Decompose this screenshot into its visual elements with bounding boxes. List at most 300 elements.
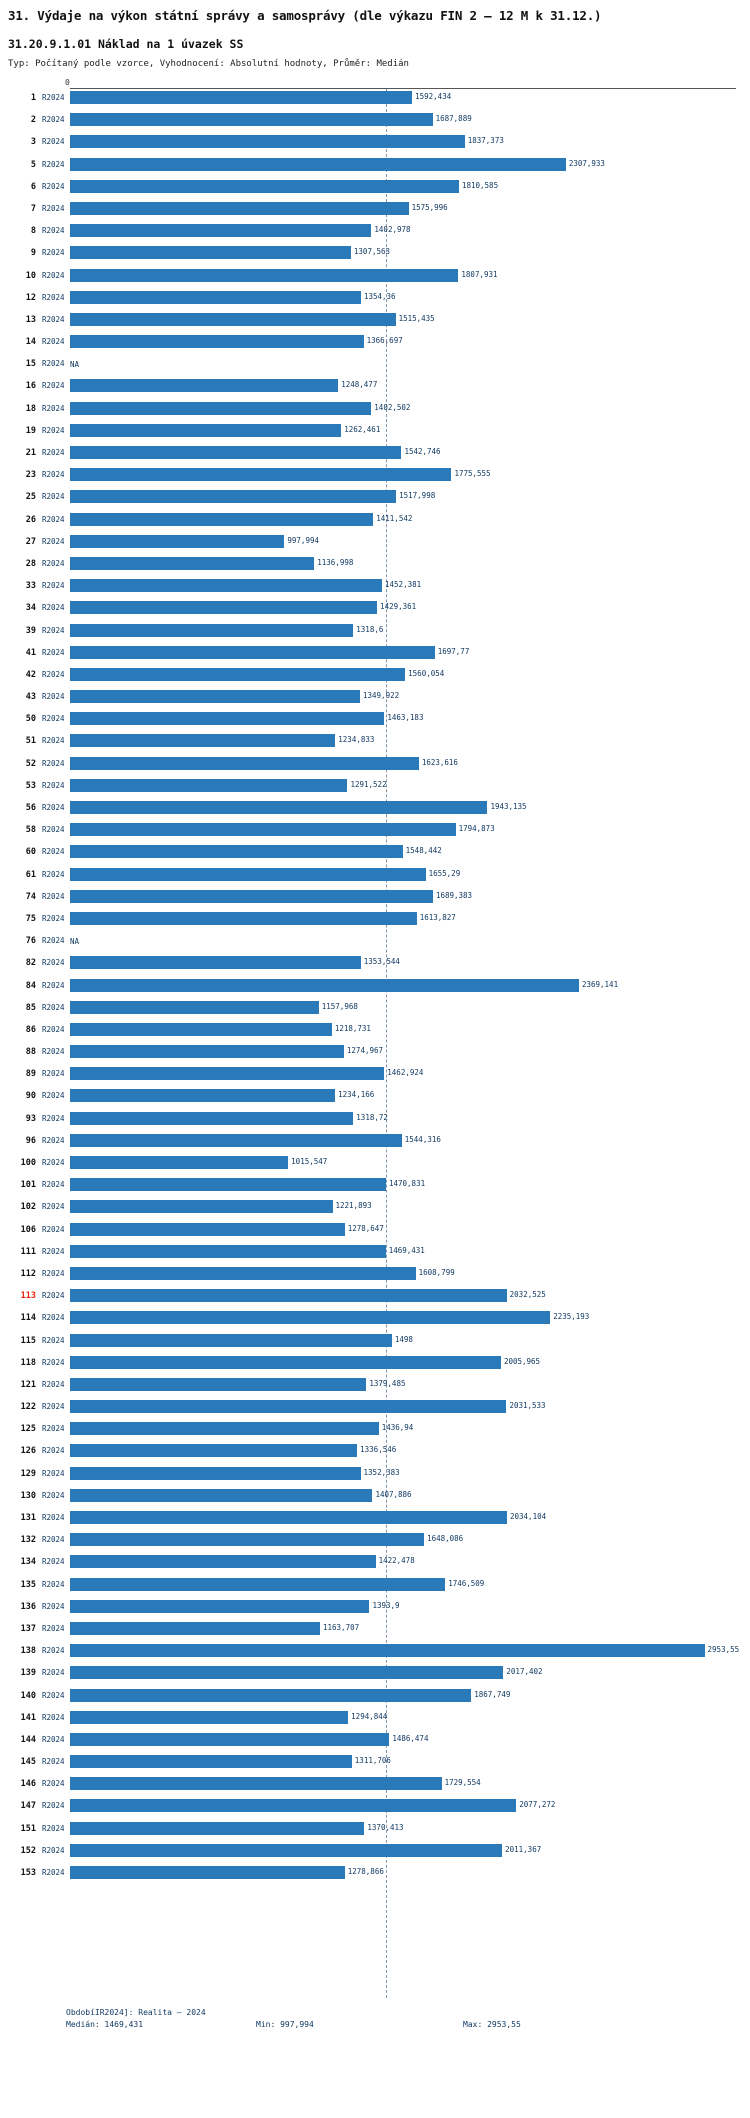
bar[interactable] xyxy=(70,956,361,969)
bar-value-label: 1291,522 xyxy=(350,779,387,789)
row-period-label: R2024 xyxy=(42,448,65,457)
bar[interactable] xyxy=(70,1311,550,1324)
chart-row xyxy=(8,1198,742,1220)
bar-value-label: 1515,435 xyxy=(398,313,435,323)
bar-value-label: 1278,647 xyxy=(347,1223,384,1233)
bar[interactable] xyxy=(70,690,360,703)
bar[interactable] xyxy=(70,1223,345,1236)
row-period-label: R2024 xyxy=(42,1513,65,1522)
bar[interactable] xyxy=(70,1267,416,1280)
chart-row xyxy=(8,1110,742,1132)
chart-row xyxy=(8,1154,742,1176)
bar-value-label: 1311,706 xyxy=(354,1756,391,1766)
page-title: 31. Výdaje na výkon státní správy a samosprávy (dle výkazu FIN 2 – 12 M k 31.12.) xyxy=(8,8,602,23)
row-period-label: R2024 xyxy=(42,93,65,102)
row-id-label: 115 xyxy=(20,1335,36,1346)
row-period-label: R2024 xyxy=(42,1246,65,1256)
bar[interactable] xyxy=(70,1733,389,1746)
row-period-label: R2024 xyxy=(42,403,65,413)
chart-row xyxy=(8,1087,742,1109)
bar-value-label: 1370,413 xyxy=(367,1822,404,1832)
bar[interactable] xyxy=(70,446,401,459)
bar-cell xyxy=(70,579,738,594)
bar[interactable] xyxy=(70,757,419,770)
chart-row xyxy=(8,377,742,399)
bar-value-label: 2031,533 xyxy=(509,1401,546,1411)
bar-cell xyxy=(70,1223,738,1238)
bar-cell xyxy=(70,202,738,217)
row-id-label: 113 xyxy=(20,1291,36,1302)
row-id-label: 33 xyxy=(25,581,36,592)
chart-row xyxy=(8,1509,742,1531)
row-period-label: R2024 xyxy=(42,847,65,857)
row-id-label: 12 xyxy=(25,292,36,303)
bar[interactable] xyxy=(70,1777,442,1790)
chart-row xyxy=(8,954,742,976)
bar[interactable] xyxy=(70,1156,288,1169)
row-id-label: 153 xyxy=(20,1868,36,1878)
chart-row xyxy=(8,799,742,821)
bar[interactable] xyxy=(70,291,361,304)
row-id-label: 26 xyxy=(25,514,36,525)
bar[interactable] xyxy=(70,557,314,570)
row-period-label: R2024 xyxy=(42,1734,65,1744)
bar-cell xyxy=(70,446,738,461)
bar[interactable] xyxy=(70,224,371,237)
row-id-label: 13 xyxy=(25,314,36,325)
bar[interactable] xyxy=(70,1378,366,1391)
bar-cell xyxy=(70,468,738,483)
bar-cell xyxy=(70,1844,738,1859)
bar[interactable] xyxy=(70,979,579,992)
bar-cell xyxy=(70,424,738,439)
bar[interactable] xyxy=(70,1334,392,1347)
row-period-label: R2024 xyxy=(42,1535,65,1545)
bar[interactable] xyxy=(70,1555,376,1568)
bar[interactable] xyxy=(70,1689,471,1702)
row-id-label: 19 xyxy=(25,425,36,436)
row-period-label: R2024 xyxy=(42,1579,65,1589)
bar-value-label: 1729,554 xyxy=(444,1778,481,1788)
row-period-label: R2024 xyxy=(42,1135,65,1145)
bar-cell xyxy=(70,1400,738,1415)
bar[interactable] xyxy=(70,579,382,592)
row-id-label: 151 xyxy=(20,1823,36,1834)
chart-row xyxy=(8,577,742,599)
bar-cell xyxy=(70,1511,738,1526)
bar[interactable] xyxy=(70,335,364,348)
bar[interactable] xyxy=(70,1178,386,1191)
row-id-label: 144 xyxy=(20,1734,36,1745)
bar[interactable] xyxy=(70,1023,332,1036)
bar-value-label: 1592,434 xyxy=(415,92,452,101)
axis-zero-label: 0 xyxy=(65,78,70,87)
bar-cell xyxy=(70,1489,738,1504)
bar[interactable] xyxy=(70,1822,364,1835)
bar-cell xyxy=(70,1689,738,1704)
bar-value-label: 1407,886 xyxy=(375,1489,412,1499)
row-id-label: 137 xyxy=(20,1623,36,1634)
bar-cell xyxy=(70,668,738,683)
row-period-label: R2024 xyxy=(42,248,65,258)
bar-value-label: 1575,996 xyxy=(411,202,448,212)
chart-row xyxy=(8,444,742,466)
bar-value-label: 1452,381 xyxy=(385,580,422,590)
bar-value-label: 1234,166 xyxy=(338,1090,375,1100)
row-period-label: R2024 xyxy=(42,558,65,568)
chart-row xyxy=(8,1176,742,1198)
bar-cell xyxy=(70,1777,738,1792)
bar-value-label: 1352,383 xyxy=(363,1467,400,1477)
bar-value-label: 1318,72 xyxy=(356,1112,388,1122)
bar[interactable] xyxy=(70,1045,344,1058)
bar-cell xyxy=(70,158,738,173)
bar-rows xyxy=(8,89,742,1886)
bar[interactable] xyxy=(70,845,403,858)
bar[interactable] xyxy=(70,113,433,126)
row-period-label: R2024 xyxy=(42,1268,65,1278)
row-period-label: R2024 xyxy=(42,1690,65,1700)
bar[interactable] xyxy=(70,1644,705,1657)
bar-cell xyxy=(70,757,738,772)
row-period-label: R2024 xyxy=(42,1424,65,1434)
bar-cell xyxy=(70,1755,738,1770)
bar-cell xyxy=(70,823,738,838)
row-id-label: 7 xyxy=(30,203,36,214)
row-id-label: 2 xyxy=(30,115,36,126)
row-period-label: R2024 xyxy=(42,1646,65,1656)
chart-row xyxy=(8,732,742,754)
bar-value-label: 1336,546 xyxy=(360,1445,397,1455)
row-id-label: 76 xyxy=(25,936,36,947)
bar-value-label: 1542,746 xyxy=(404,447,441,456)
bar-cell xyxy=(70,601,738,616)
bar[interactable] xyxy=(70,624,353,637)
bar-cell xyxy=(70,1533,738,1548)
row-id-label: 88 xyxy=(25,1047,36,1058)
bar-value-label: 1655,29 xyxy=(428,868,461,878)
bar-cell xyxy=(70,291,738,306)
bar[interactable] xyxy=(70,202,409,215)
row-period-label: R2024 xyxy=(42,470,65,480)
row-period-label: R2024 xyxy=(42,958,65,968)
row-id-label: 141 xyxy=(20,1712,36,1723)
row-id-label: 118 xyxy=(20,1357,36,1368)
bar-value-label: 1943,135 xyxy=(490,802,527,811)
bar-cell xyxy=(70,557,738,572)
row-id-label: 90 xyxy=(25,1091,36,1102)
row-period-label: R2024 xyxy=(42,425,65,435)
bar[interactable] xyxy=(70,1089,335,1102)
bar-value-label: 2032,525 xyxy=(509,1290,546,1300)
bar[interactable] xyxy=(70,1245,386,1258)
bar-cell xyxy=(70,1733,738,1748)
row-id-label: 27 xyxy=(25,536,36,547)
bar-cell xyxy=(70,1112,738,1127)
chart-row xyxy=(8,1487,742,1509)
bar-cell xyxy=(70,1422,738,1437)
bar-cell xyxy=(70,779,738,794)
bar-value-label: 1393,9 xyxy=(372,1600,400,1610)
bar-cell xyxy=(70,135,738,150)
bar-cell xyxy=(70,490,738,505)
row-id-label: 101 xyxy=(20,1180,36,1191)
bar[interactable] xyxy=(70,1422,379,1435)
chart-row xyxy=(8,1243,742,1265)
bar-cell xyxy=(70,646,738,661)
bar[interactable] xyxy=(70,890,433,903)
bar-value-label: 1648,086 xyxy=(427,1534,464,1544)
bar-value-label: 1470,831 xyxy=(388,1179,426,1189)
bar-value-label: 997,994 xyxy=(287,535,320,545)
chart-row xyxy=(8,1398,742,1420)
bar[interactable] xyxy=(70,601,377,614)
bar-value-label: 1623,616 xyxy=(421,757,458,767)
bar[interactable] xyxy=(70,1578,445,1591)
chart-row xyxy=(8,1576,742,1598)
bar[interactable] xyxy=(70,1755,352,1768)
bar[interactable] xyxy=(70,779,347,792)
chart-row xyxy=(8,910,742,932)
chart-row xyxy=(8,999,742,1021)
bar[interactable] xyxy=(70,91,412,104)
bar-cell xyxy=(70,1644,738,1659)
bar[interactable] xyxy=(70,1067,384,1080)
bar[interactable] xyxy=(70,668,405,681)
chart-row xyxy=(8,89,742,111)
bar[interactable] xyxy=(70,1666,503,1679)
row-period-label: R2024 xyxy=(42,1091,65,1101)
bar[interactable] xyxy=(70,535,284,548)
bar[interactable] xyxy=(70,313,396,326)
bar-cell xyxy=(70,1023,738,1038)
bar-cell xyxy=(70,979,738,994)
row-id-label: 138 xyxy=(20,1646,36,1657)
chart-row xyxy=(8,1442,742,1464)
chart-row xyxy=(8,666,742,688)
chart-footer xyxy=(8,2008,742,2048)
bar[interactable] xyxy=(70,1489,372,1502)
bar-cell xyxy=(70,1067,738,1082)
bar-cell xyxy=(70,1178,738,1193)
max-stat: Max: 2953,55 xyxy=(463,2020,521,2029)
row-period-label: R2024 xyxy=(42,381,65,391)
chart-row xyxy=(8,133,742,155)
bar-cell xyxy=(70,224,738,239)
chart-row xyxy=(8,1465,742,1487)
row-id-label: 50 xyxy=(25,714,36,725)
bar-value-label: 1463,183 xyxy=(387,713,424,723)
bar-value-label: 1517,998 xyxy=(399,491,436,501)
bar[interactable] xyxy=(70,1289,507,1302)
row-period-label: R2024 xyxy=(42,736,65,746)
bar[interactable] xyxy=(70,1844,502,1857)
bar-value-label: 1608,799 xyxy=(418,1267,455,1277)
bar-cell xyxy=(70,734,738,749)
row-period-label: R2024 xyxy=(42,1779,65,1789)
bar-value-label: 1248,477 xyxy=(341,380,378,390)
bar-value-label: 1136,998 xyxy=(317,557,354,567)
bar-cell xyxy=(70,1711,738,1726)
chart-row xyxy=(8,511,742,533)
row-period-label: R2024 xyxy=(42,1024,65,1034)
bar[interactable] xyxy=(70,1711,348,1724)
bar-value-label: 1218,731 xyxy=(334,1023,371,1033)
row-period-label: R2024 xyxy=(42,1002,65,1012)
bar[interactable] xyxy=(70,801,487,814)
bar-cell xyxy=(70,357,738,372)
row-period-label: R2024 xyxy=(42,181,65,191)
chart-row xyxy=(8,821,742,843)
bar-value-label: 1794,873 xyxy=(458,824,495,834)
bar-value-label: 2077,272 xyxy=(519,1800,556,1810)
chart-row xyxy=(8,755,742,777)
row-id-label: 41 xyxy=(25,647,36,658)
bar[interactable] xyxy=(70,1356,501,1369)
bar[interactable] xyxy=(70,1622,320,1635)
bar[interactable] xyxy=(70,158,566,171)
bar[interactable] xyxy=(70,490,396,503)
bar[interactable] xyxy=(70,1511,507,1524)
row-id-label: 114 xyxy=(20,1313,36,1324)
row-id-label: 102 xyxy=(20,1202,36,1213)
row-id-label: 51 xyxy=(25,736,36,747)
chart-row xyxy=(8,267,742,289)
bar[interactable] xyxy=(70,468,451,481)
bar-na-label: NA xyxy=(70,360,80,370)
row-id-label: 129 xyxy=(20,1468,36,1479)
bar[interactable] xyxy=(70,379,338,392)
row-id-label: 10 xyxy=(25,270,36,281)
row-period-label: R2024 xyxy=(42,1069,65,1079)
bar[interactable] xyxy=(70,402,371,415)
chart-row xyxy=(8,710,742,732)
bar-cell xyxy=(70,1822,738,1837)
row-id-label: 147 xyxy=(20,1801,36,1812)
bar-value-label: 1163,707 xyxy=(323,1622,360,1632)
bar-cell xyxy=(70,1245,738,1260)
row-period-label: R2024 xyxy=(42,692,65,702)
row-id-label: 25 xyxy=(25,492,36,503)
min-stat: Min: 997,994 xyxy=(256,2020,314,2029)
row-id-label: 1 xyxy=(30,93,36,103)
row-id-label: 130 xyxy=(20,1490,36,1501)
bar-value-label: 1746,509 xyxy=(448,1578,485,1588)
bar-value-label: 1469,431 xyxy=(388,1245,425,1255)
row-id-label: 152 xyxy=(20,1845,36,1856)
bar-cell xyxy=(70,1866,738,1881)
bar[interactable] xyxy=(70,1467,361,1480)
bar[interactable] xyxy=(70,868,426,881)
bar-cell xyxy=(70,335,738,350)
bar[interactable] xyxy=(70,246,351,259)
row-period-label: R2024 xyxy=(42,1158,65,1167)
chart-row xyxy=(8,1687,742,1709)
chart-row xyxy=(8,1332,742,1354)
bar[interactable] xyxy=(70,1400,506,1413)
bar[interactable] xyxy=(70,513,373,526)
bar[interactable] xyxy=(70,1533,424,1546)
bar[interactable] xyxy=(70,734,335,747)
bar-cell xyxy=(70,801,738,816)
bar-value-label: 1402,502 xyxy=(374,402,411,412)
row-id-label: 131 xyxy=(20,1513,36,1523)
bar-value-label: 2307,933 xyxy=(568,158,605,168)
row-period-label: R2024 xyxy=(42,1202,65,1212)
chart-row xyxy=(8,599,742,621)
bar[interactable] xyxy=(70,135,465,148)
row-period-label: R2024 xyxy=(42,514,65,524)
bar[interactable] xyxy=(70,1444,357,1457)
row-period-label: R2024 xyxy=(42,803,65,812)
bar[interactable] xyxy=(70,1001,319,1014)
row-period-label: R2024 xyxy=(42,314,65,324)
bar-chart xyxy=(8,79,742,2004)
bar[interactable] xyxy=(70,1134,402,1147)
row-id-label: 145 xyxy=(20,1757,36,1768)
row-period-label: R2024 xyxy=(42,869,65,879)
row-id-label: 3 xyxy=(30,137,36,148)
bar-value-label: 1548,442 xyxy=(405,846,442,856)
bar[interactable] xyxy=(70,424,341,437)
chart-row xyxy=(8,289,742,311)
bar[interactable] xyxy=(70,1799,516,1812)
bar-value-label: 1697,77 xyxy=(437,646,470,656)
median-stat: Medián: 1469,431 xyxy=(66,2020,144,2029)
row-period-label: R2024 xyxy=(42,1357,65,1367)
row-period-label: R2024 xyxy=(42,1801,65,1811)
chart-row xyxy=(8,688,742,710)
bar[interactable] xyxy=(70,646,435,659)
bar-value-label: 1498 xyxy=(394,1334,413,1344)
chart-row xyxy=(8,555,742,577)
row-id-label: 96 xyxy=(25,1135,36,1146)
chart-row xyxy=(8,1309,742,1331)
row-period-label: R2024 xyxy=(42,337,65,347)
row-period-label: R2024 xyxy=(42,936,65,946)
chart-row xyxy=(8,866,742,888)
bar-cell xyxy=(70,690,738,705)
bar[interactable] xyxy=(70,823,456,836)
bar[interactable] xyxy=(70,712,384,725)
bar[interactable] xyxy=(70,1600,369,1613)
bar-cell xyxy=(70,1799,738,1814)
bar-cell xyxy=(70,912,738,927)
bar[interactable] xyxy=(70,1112,353,1125)
bar[interactable] xyxy=(70,912,417,925)
bar-cell xyxy=(70,1156,738,1171)
bar-value-label: 1353,544 xyxy=(363,957,400,967)
bar-value-label: 1221,893 xyxy=(335,1201,372,1211)
chart-row xyxy=(8,1553,742,1575)
bar[interactable] xyxy=(70,269,458,282)
bar-value-label: 1411,542 xyxy=(376,513,413,523)
chart-row xyxy=(8,1664,742,1686)
row-id-label: 82 xyxy=(25,958,36,969)
bar-cell xyxy=(70,1001,738,1016)
bar[interactable] xyxy=(70,180,459,193)
row-period-label: R2024 xyxy=(42,581,65,591)
row-period-label: R2024 xyxy=(42,1712,65,1722)
bar-value-label: 1560,054 xyxy=(408,668,445,678)
bar[interactable] xyxy=(70,1200,333,1213)
bar-value-label: 1544,316 xyxy=(404,1134,441,1144)
row-period-label: R2024 xyxy=(42,492,65,502)
bar[interactable] xyxy=(70,1866,345,1879)
chart-row xyxy=(8,1797,742,1819)
bar-value-label: 1318,6 xyxy=(356,624,384,634)
row-id-label: 42 xyxy=(25,669,36,680)
